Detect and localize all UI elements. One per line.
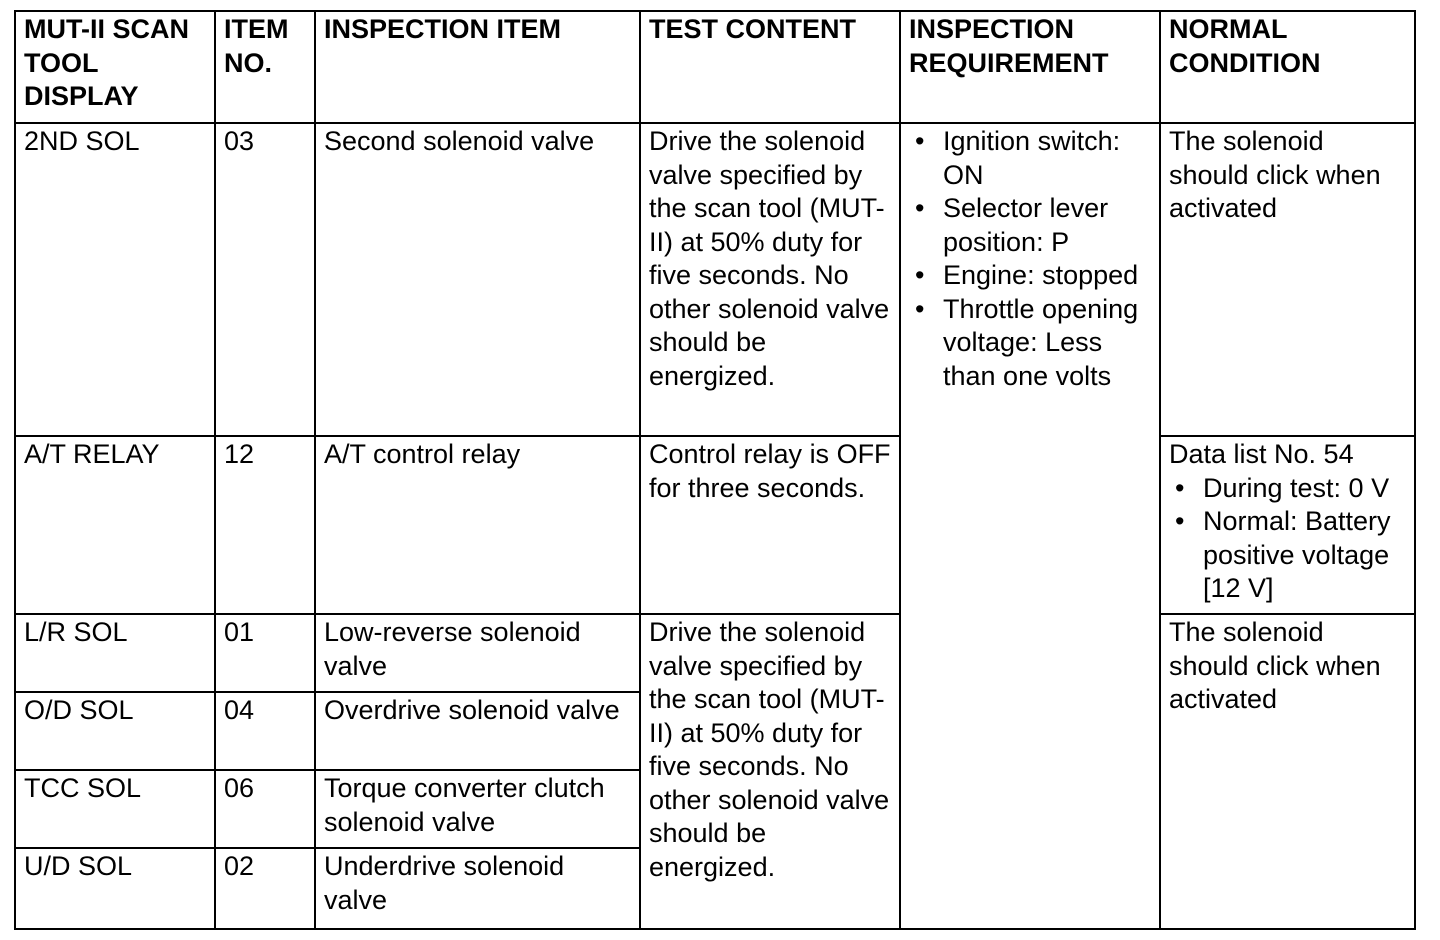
cell-display: U/D SOL xyxy=(15,848,215,929)
header-inspection-item: INSPECTION ITEM xyxy=(315,11,640,123)
table-row xyxy=(15,123,1415,436)
table-row xyxy=(15,436,1415,614)
table-row xyxy=(15,614,1415,692)
cell-inspection-item: Underdrive solenoid valve xyxy=(315,848,640,929)
inspection-table xyxy=(14,10,1416,930)
header-test-content: TEST CONTENT xyxy=(640,11,900,123)
cell-inspection-item: Overdrive solenoid valve xyxy=(315,692,640,770)
cell-item-no: 03 xyxy=(215,123,315,436)
cell-item-no: 12 xyxy=(215,436,315,614)
cell-item-no: 01 xyxy=(215,614,315,692)
cell-display: TCC SOL xyxy=(15,770,215,848)
requirement-item: • Selector lever position: P xyxy=(943,192,1151,259)
cell-shared-test-content: Drive the solenoid valve specified by the scan tool (MUT-II) at 50% duty for five seconds. No other solenoid valve should be energized. xyxy=(640,614,900,929)
data-list-item: • During test: 0 V xyxy=(1203,472,1406,506)
requirement-list xyxy=(909,125,1151,393)
cell-inspection-item: Second solenoid valve xyxy=(315,123,640,436)
cell-inspection-requirement xyxy=(900,123,1160,929)
data-list-bullets xyxy=(1169,472,1406,606)
requirement-item: • Throttle opening voltage: Less than one volts xyxy=(943,293,1151,394)
header-normal-condition: NORMAL CONDITION xyxy=(1160,11,1415,123)
cell-item-no: 02 xyxy=(215,848,315,929)
cell-inspection-item: Low-reverse solenoid valve xyxy=(315,614,640,692)
cell-inspection-item: Torque converter clutch solenoid valve xyxy=(315,770,640,848)
header-inspection-requirement: INSPECTION REQUIREMENT xyxy=(900,11,1160,123)
data-list-item: • Normal: Battery positive voltage [12 V] xyxy=(1203,505,1406,606)
cell-item-no: 06 xyxy=(215,770,315,848)
data-list-title: Data list No. 54 xyxy=(1169,439,1354,469)
cell-shared-normal-condition: The solenoid should click when activated xyxy=(1160,614,1415,929)
header-row xyxy=(15,11,1415,123)
cell-display: L/R SOL xyxy=(15,614,215,692)
requirement-item: • Engine: stopped xyxy=(943,259,1151,293)
cell-display: 2ND SOL xyxy=(15,123,215,436)
header-display: MUT-II SCAN TOOL DISPLAY xyxy=(15,11,215,123)
requirement-item: • Ignition switch: ON xyxy=(943,125,1151,192)
cell-inspection-item: A/T control relay xyxy=(315,436,640,614)
cell-display: O/D SOL xyxy=(15,692,215,770)
cell-normal-condition xyxy=(1160,436,1415,614)
cell-display: A/T RELAY xyxy=(15,436,215,614)
header-item-no: ITEM NO. xyxy=(215,11,315,123)
cell-test-content: Drive the solenoid valve specified by the scan tool (MUT-II) at 50% duty for five seconds. No other solenoid valve should be energized. xyxy=(640,123,900,436)
cell-normal-condition: The solenoid should click when activated xyxy=(1160,123,1415,436)
cell-item-no: 04 xyxy=(215,692,315,770)
cell-test-content: Control relay is OFF for three seconds. xyxy=(640,436,900,614)
